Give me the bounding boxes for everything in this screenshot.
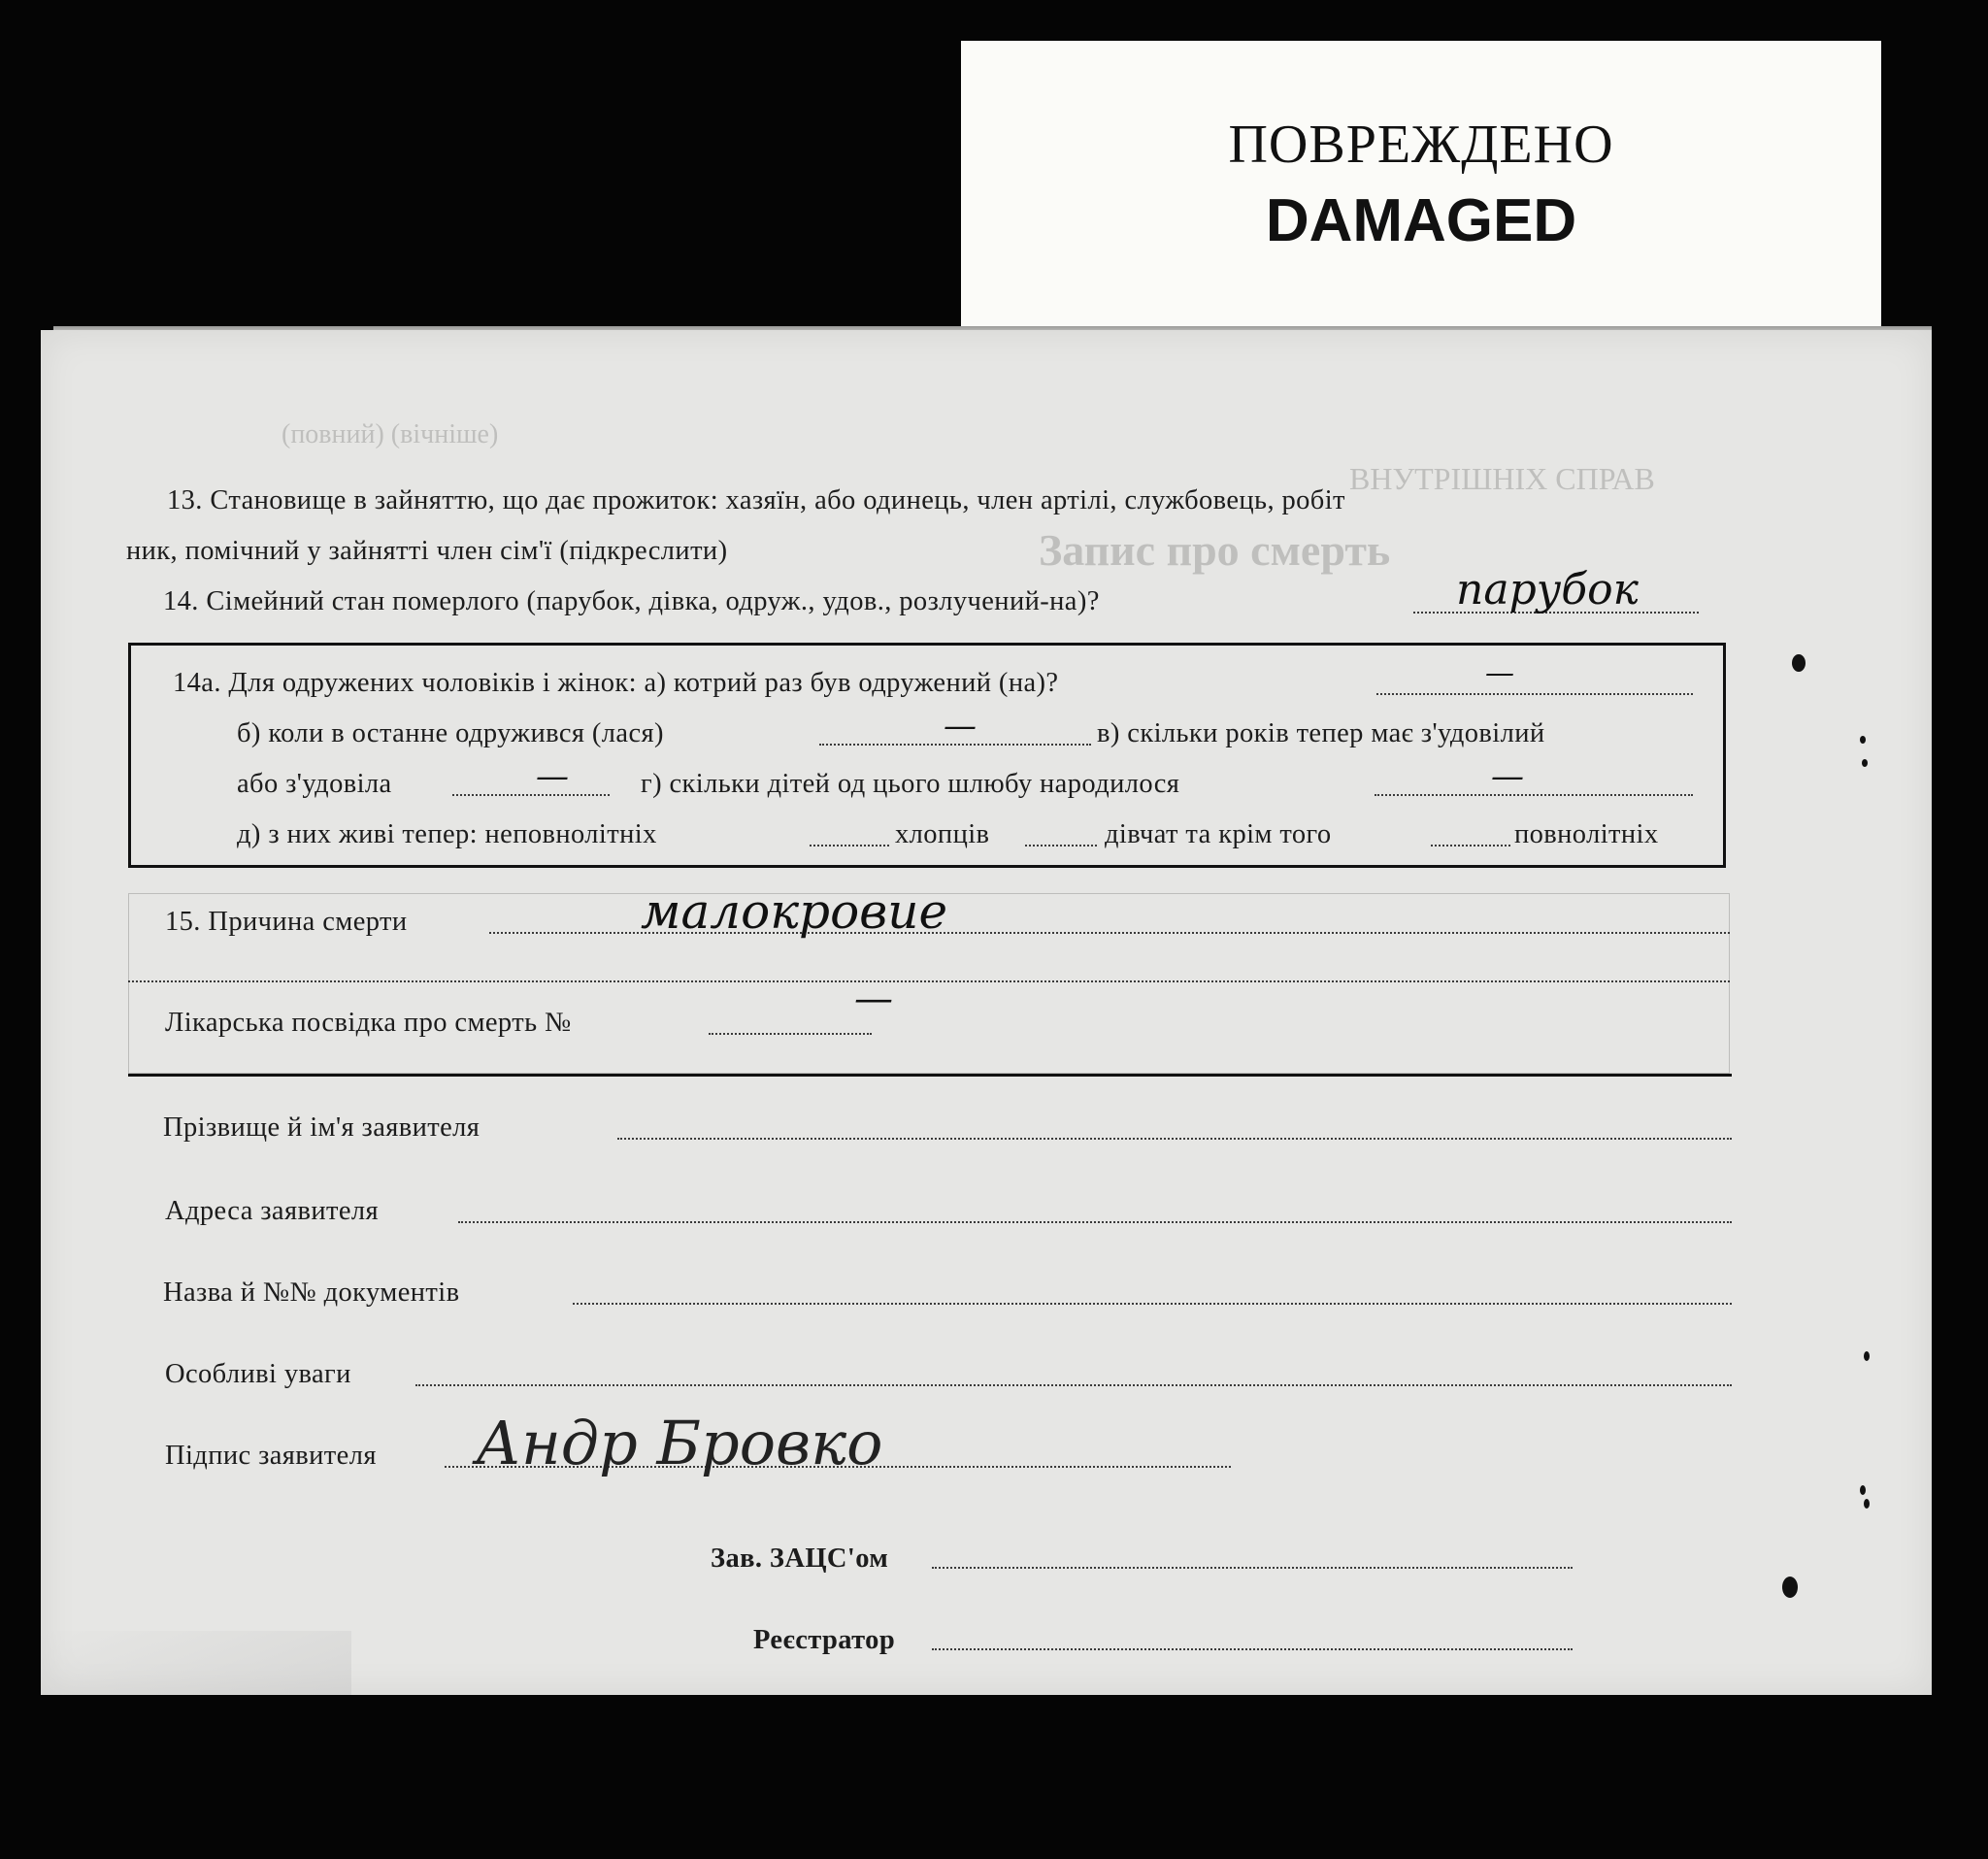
cert-number-line: [709, 1033, 872, 1035]
edge-mark-4: [1864, 1351, 1870, 1361]
ghost-text-3: Запис про смерть: [1039, 525, 1391, 575]
head-signature-line: [932, 1567, 1573, 1569]
q14a-v-line: [452, 794, 610, 796]
head-label: Зав. ЗАЦС'ом: [711, 1544, 889, 1574]
q14a-d3-line: [1431, 845, 1510, 847]
ghost-text-1: (повний) (вічніше): [282, 419, 499, 449]
q14a-line4-a: д) з них живі тепер: неповнолітніх: [237, 819, 657, 849]
q15-answer: малокровие: [641, 883, 948, 940]
q14a-line4-d: повнолітніх: [1514, 819, 1659, 849]
q14a-line2-right: в) скільки років тепер має з'удовілий: [1097, 718, 1545, 748]
cert-number-answer: —: [854, 977, 893, 1021]
applicant-address-line: [458, 1221, 1732, 1223]
q14a-d2-line: [1025, 845, 1097, 847]
q13-line1: 13. Становище в зайняттю, що дає прожиток: хазяїн, або одинець, член артілі, службовець, робіт: [167, 485, 1345, 515]
notes-line: [415, 1384, 1732, 1386]
documents-label: Назва й №№ документів: [163, 1278, 460, 1308]
documents-line: [573, 1303, 1732, 1305]
edge-mark-6: [1864, 1499, 1870, 1509]
q14a-a-line: [1376, 693, 1693, 695]
section-divider: [128, 1074, 1732, 1077]
q15-label: 15. Причина смерти: [165, 907, 408, 937]
applicant-signature: Андр Бровко: [476, 1408, 883, 1478]
cert-label: Лікарська посвідка про смерть №: [165, 1008, 572, 1038]
q13-line2: ник, помічний у зайнятті член сім'ї (підкреслити): [126, 536, 728, 566]
damaged-tag-ukrainian: ПОВРЕЖДЕНО: [1228, 115, 1614, 175]
edge-mark-2: [1860, 736, 1866, 744]
damaged-tag-english: DAMAGED: [1265, 187, 1577, 254]
q14a-line4-c: дівчат та крім того: [1105, 819, 1332, 849]
q14a-line3-right: г) скільки дітей од цього шлюбу народилося: [641, 769, 1180, 799]
q14a-v-answer: —: [536, 757, 569, 796]
registrar-signature-line: [932, 1648, 1573, 1650]
damaged-tag-card: [961, 41, 1881, 335]
ghost-text-2: ВНУТРІШНІХ СПРАВ: [1349, 461, 1655, 496]
q14a-line3-left: або з'удовіла: [237, 769, 392, 799]
q14a-g-line: [1375, 794, 1693, 796]
q14a-b-answer: —: [944, 707, 977, 746]
q14a-g-answer: —: [1491, 757, 1524, 796]
q14-label: 14. Сімейний стан померлого (парубок, дівка, одруж., удов., розлучений-на)?: [163, 586, 1100, 616]
applicant-name-label: Прізвище й ім'я заявителя: [163, 1112, 480, 1143]
q14a-line4-b: хлопців: [895, 819, 990, 849]
q14-answer: парубок: [1456, 565, 1639, 614]
edge-mark-1: [1792, 654, 1806, 672]
signature-label: Підпис заявителя: [165, 1441, 377, 1471]
q15-second-line: [128, 980, 1730, 982]
q14a-line1: 14а. Для одружених чоловіків і жінок: а) котрий раз був одружений (на)?: [173, 668, 1059, 698]
q14a-a-answer: —: [1485, 656, 1514, 690]
applicant-address-label: Адреса заявителя: [165, 1196, 380, 1226]
q14a-d1-line: [810, 845, 889, 847]
registrar-label: Реєстратор: [753, 1625, 896, 1655]
paper-corner-flare: [41, 1631, 351, 1695]
applicant-name-line: [617, 1138, 1732, 1140]
edge-mark-3: [1862, 759, 1868, 767]
edge-mark-5: [1860, 1485, 1866, 1495]
notes-label: Особливі уваги: [165, 1359, 351, 1389]
q14a-line2-left: б) коли в останне одружився (лася): [237, 718, 664, 748]
edge-mark-7: [1782, 1577, 1798, 1598]
